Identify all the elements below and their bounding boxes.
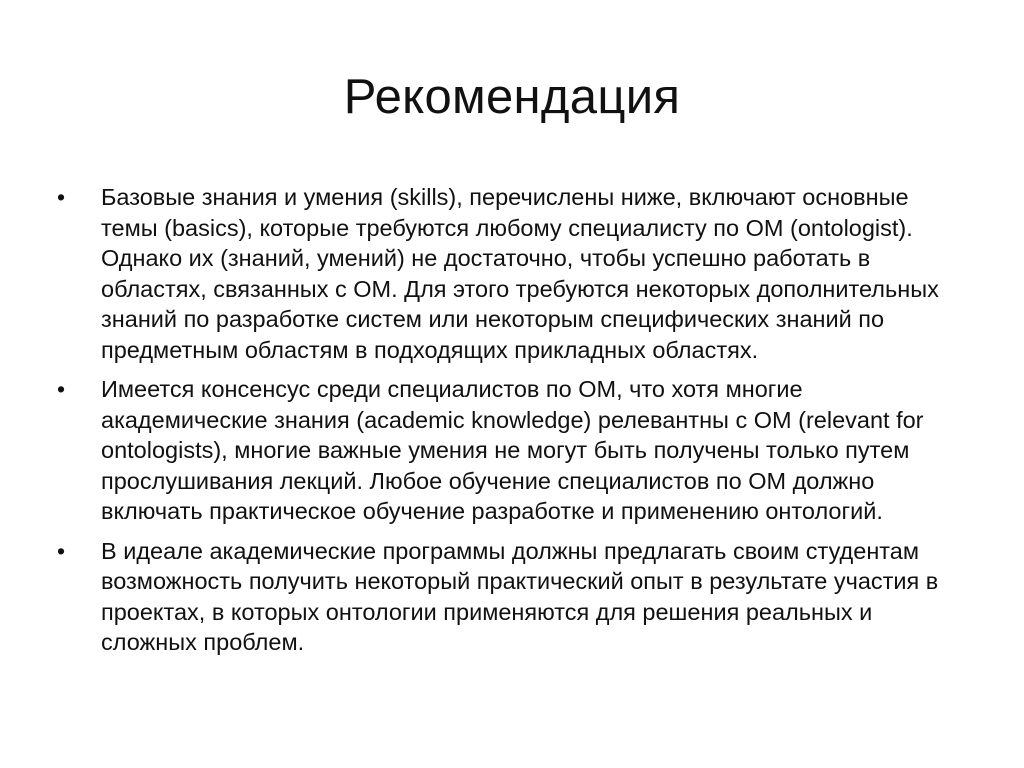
bullet-text: В идеале академические программы должны предлагать своим студентам возможность получить некоторый практический опыт в результате участия в проектах, в которых онтологии применяются для решения реальных и сложных проблем. bbox=[101, 537, 939, 655]
bullet-dot-icon: • bbox=[57, 184, 66, 210]
slide-title: Рекомендация bbox=[343, 70, 681, 124]
bullet-item bbox=[57, 374, 969, 527]
bullet-dot-icon: • bbox=[57, 537, 66, 564]
bullet-text: Имеется консенсус среди специалистов по ОМ, что хотя многие академические знания (academic knowledge) релевантны с ОМ (relevant for ontologists), многие важные умения не могут быть получены только путем прослушивания лекций. Любое обучение специалистов по ОМ должно включать практическое обучение разработке и применению онтологий. bbox=[101, 376, 924, 524]
bullet-list bbox=[57, 182, 969, 667]
bullet-text: Базовые знания и умения (skills), перечислены ниже, включают основные темы (basics), которые требуются любому специалисту по ОМ (ontologist). Однако их (знаний, умений) не достаточно, чтобы успешно работать в областях, связанных с ОМ. Для этого требуются некоторых дополнительных знаний по разработке систем или некоторым специфических знаний по предметным областям в подходящих прикладных областях. bbox=[101, 184, 939, 363]
bullet-item bbox=[57, 182, 969, 365]
bullet-dot-icon: • bbox=[57, 376, 66, 402]
bullet-item bbox=[57, 536, 969, 658]
